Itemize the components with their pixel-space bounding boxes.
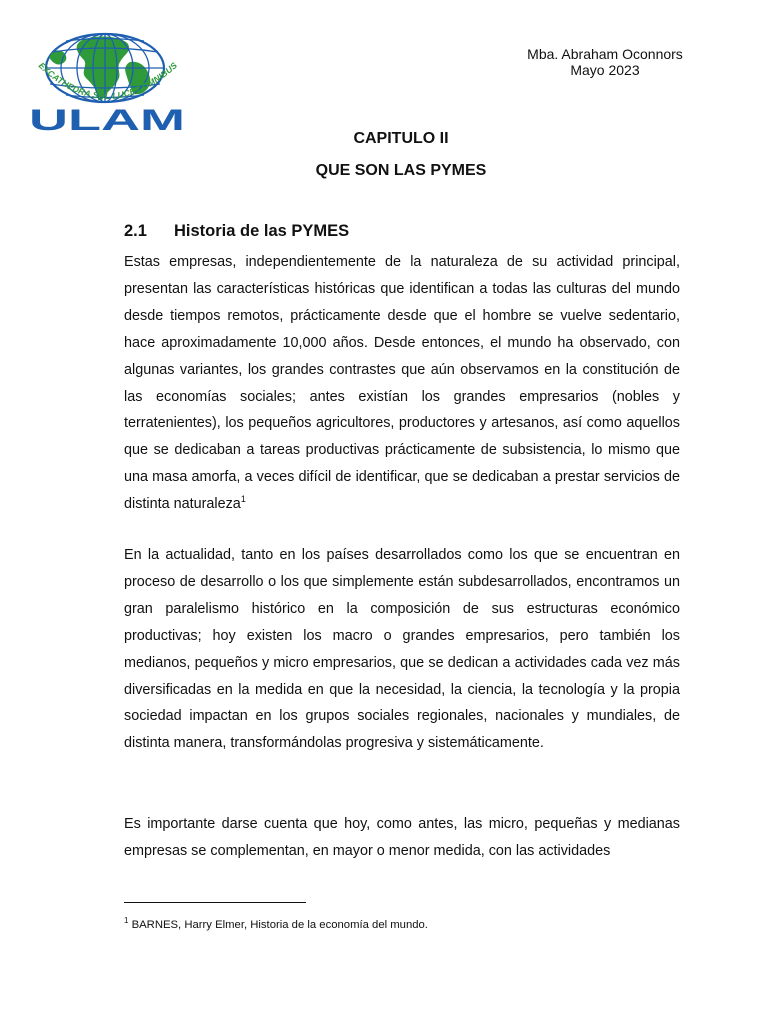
- section-heading: [124, 222, 349, 241]
- paragraph-text: Estas empresas, independientemente de la naturaleza de su actividad principal, presentan las características históricas que identifican a todas las culturas del mundo desde tiempos remotos, prácticamente desde que el hombre se vuelve sedentario, hace aproximadamente 10,000 años. Desde entonces, el mundo ha observado, con algunas variantes, los grandes contrastes que aún observamos en la constitución de las economías sociales; antes existían los grandes empresarios (nobles y terratenientes), los pequeños agricultores, productores y artesanos, así como aquellos que se dedicaban a tareas productivas prácticamente de subsistencia, lo mismo que una masa amorfa, a veces difícil de identificar, que se dedicaban a prestar servicios de distinta naturaleza: [124, 254, 680, 513]
- paragraph: En la actualidad, tanto en los países desarrollados como los que se encuentran en proceso de desarrollo o los que simplemente están subdesarrollados, encontramos un gran paralelismo histórico en la composición de sus estructuras económico productivas; hoy existen los macro o grandes empresarios, pero también los medianos, pequeños y micro empresarios, que se dedican a actividades cada vez más diversificadas en la medida en que la necesidad, la ciencia, la tecnología y la propia sociedad impactan en los grupos sociales regionales, nacionales y mundiales, de distinta manera, transformándolas progresiva y sistemáticamente.: [124, 547, 680, 752]
- chapter-label: CAPITULO II: [353, 130, 449, 147]
- footnote-reference[interactable]: 1: [240, 494, 246, 505]
- section-number: 2.1: [124, 222, 147, 240]
- ulam-logo: [26, 32, 188, 132]
- footnote: [124, 916, 428, 931]
- paragraph: Es importante darse cuenta que hoy, como antes, las micro, pequeñas y medianas empresas se complementan, en mayor o menor medida, con las actividades: [124, 816, 680, 859]
- section-title: Historia de las PYMES: [174, 222, 350, 240]
- footnote-separator: [124, 902, 306, 903]
- logo-name: ULAM: [29, 104, 185, 132]
- paragraph: [124, 249, 680, 518]
- document-header: [500, 46, 710, 78]
- document-date: Mayo 2023: [570, 62, 640, 78]
- logo-motto: EXCATHEDRA SOL LUCET OMNIBUS: [36, 60, 180, 102]
- footnote-text: BARNES, Harry Elmer, Historia de la economía del mundo.: [131, 918, 428, 931]
- chapter-title: QUE SON LAS PYMES: [315, 162, 487, 179]
- footnote-marker: 1: [124, 916, 129, 925]
- author-name: Mba. Abraham Oconnors: [527, 46, 683, 62]
